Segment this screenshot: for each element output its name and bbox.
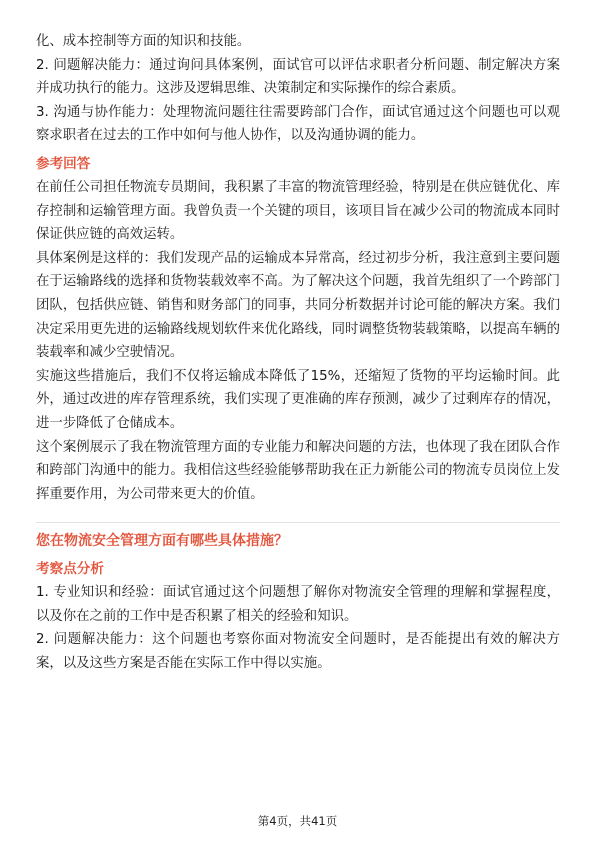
answer-paragraph-2: 具体案例是这样的：我们发现产品的运输成本异常高，经过初步分析，我注意到主要问题在于运输路线的选择和货物装载效率不高。为了解决这个问题，我首先组织了一个跨部门团队，包括供应链、销售和财务部门的同事，共同分析数据并讨论可能的解决方案。我们决定采用更先进的运输路线规划软件来优化路线，同时调整货物装载策略，以提高车辆的装载率和减少空驶情况。	[36, 250, 560, 361]
paragraph-point-3: 3. 沟通与协作能力：处理物流问题往往需要跨部门合作，面试官通过这个问题也可以观察求职者在过去的工作中如何与他人协作，以及沟通协调的能力。	[36, 104, 560, 144]
paragraph-point-2: 2. 问题解决能力：通过询问具体案例，面试官可以评估求职者分析问题、制定解决方案并成功执行的能力。这涉及逻辑思维、决策制定和实际操作的综合素质。	[36, 57, 560, 97]
analysis-heading: 考察点分析	[36, 561, 104, 578]
question-heading: 您在物流安全管理方面有哪些具体措施？	[36, 533, 288, 550]
answer-paragraph-1: 在前任公司担任物流专员期间，我积累了丰富的物流管理经验，特别是在供应链优化、库存控制和运输管理方面。我曾负责一个关键的项目，该项目旨在减少公司的物流成本同时保证供应链的高效运转。	[36, 179, 560, 243]
answer-paragraph-3: 实施这些措施后，我们不仅将运输成本降低了15%，还缩短了货物的平均运输时间。此外，通过改进的库存管理系统，我们实现了更准确的库存预测，减少了过剩库存的情况，进一步降低了仓储成本。	[36, 368, 560, 431]
reference-answer-heading: 参考回答	[36, 155, 91, 172]
page-footer: 第4页，共41页	[257, 814, 338, 828]
page-content	[36, 30, 560, 676]
analysis-point-2: 2. 问题解决能力：这个问题也考察你面对物流安全问题时，是否能提出有效的解决方案，以及这些方案是否能在实际工作中得以实施。	[36, 632, 560, 672]
section-divider	[36, 522, 560, 523]
paragraph-continued: 化、成本控制等方面的知识和技能。	[36, 34, 251, 49]
answer-paragraph-4: 这个案例展示了我在物流管理方面的专业能力和解决问题的方法，也体现了我在团队合作和跨部门沟通中的能力。我相信这些经验能够帮助我在正力新能公司的物流专员岗位上发挥重要作用，为公司带来更大的价值。	[36, 439, 560, 502]
analysis-point-1: 1. 专业知识和经验：面试官通过这个问题想了解你对物流安全管理的理解和掌握程度，以及你在之前的工作中是否积累了相关的经验和知识。	[36, 585, 560, 624]
